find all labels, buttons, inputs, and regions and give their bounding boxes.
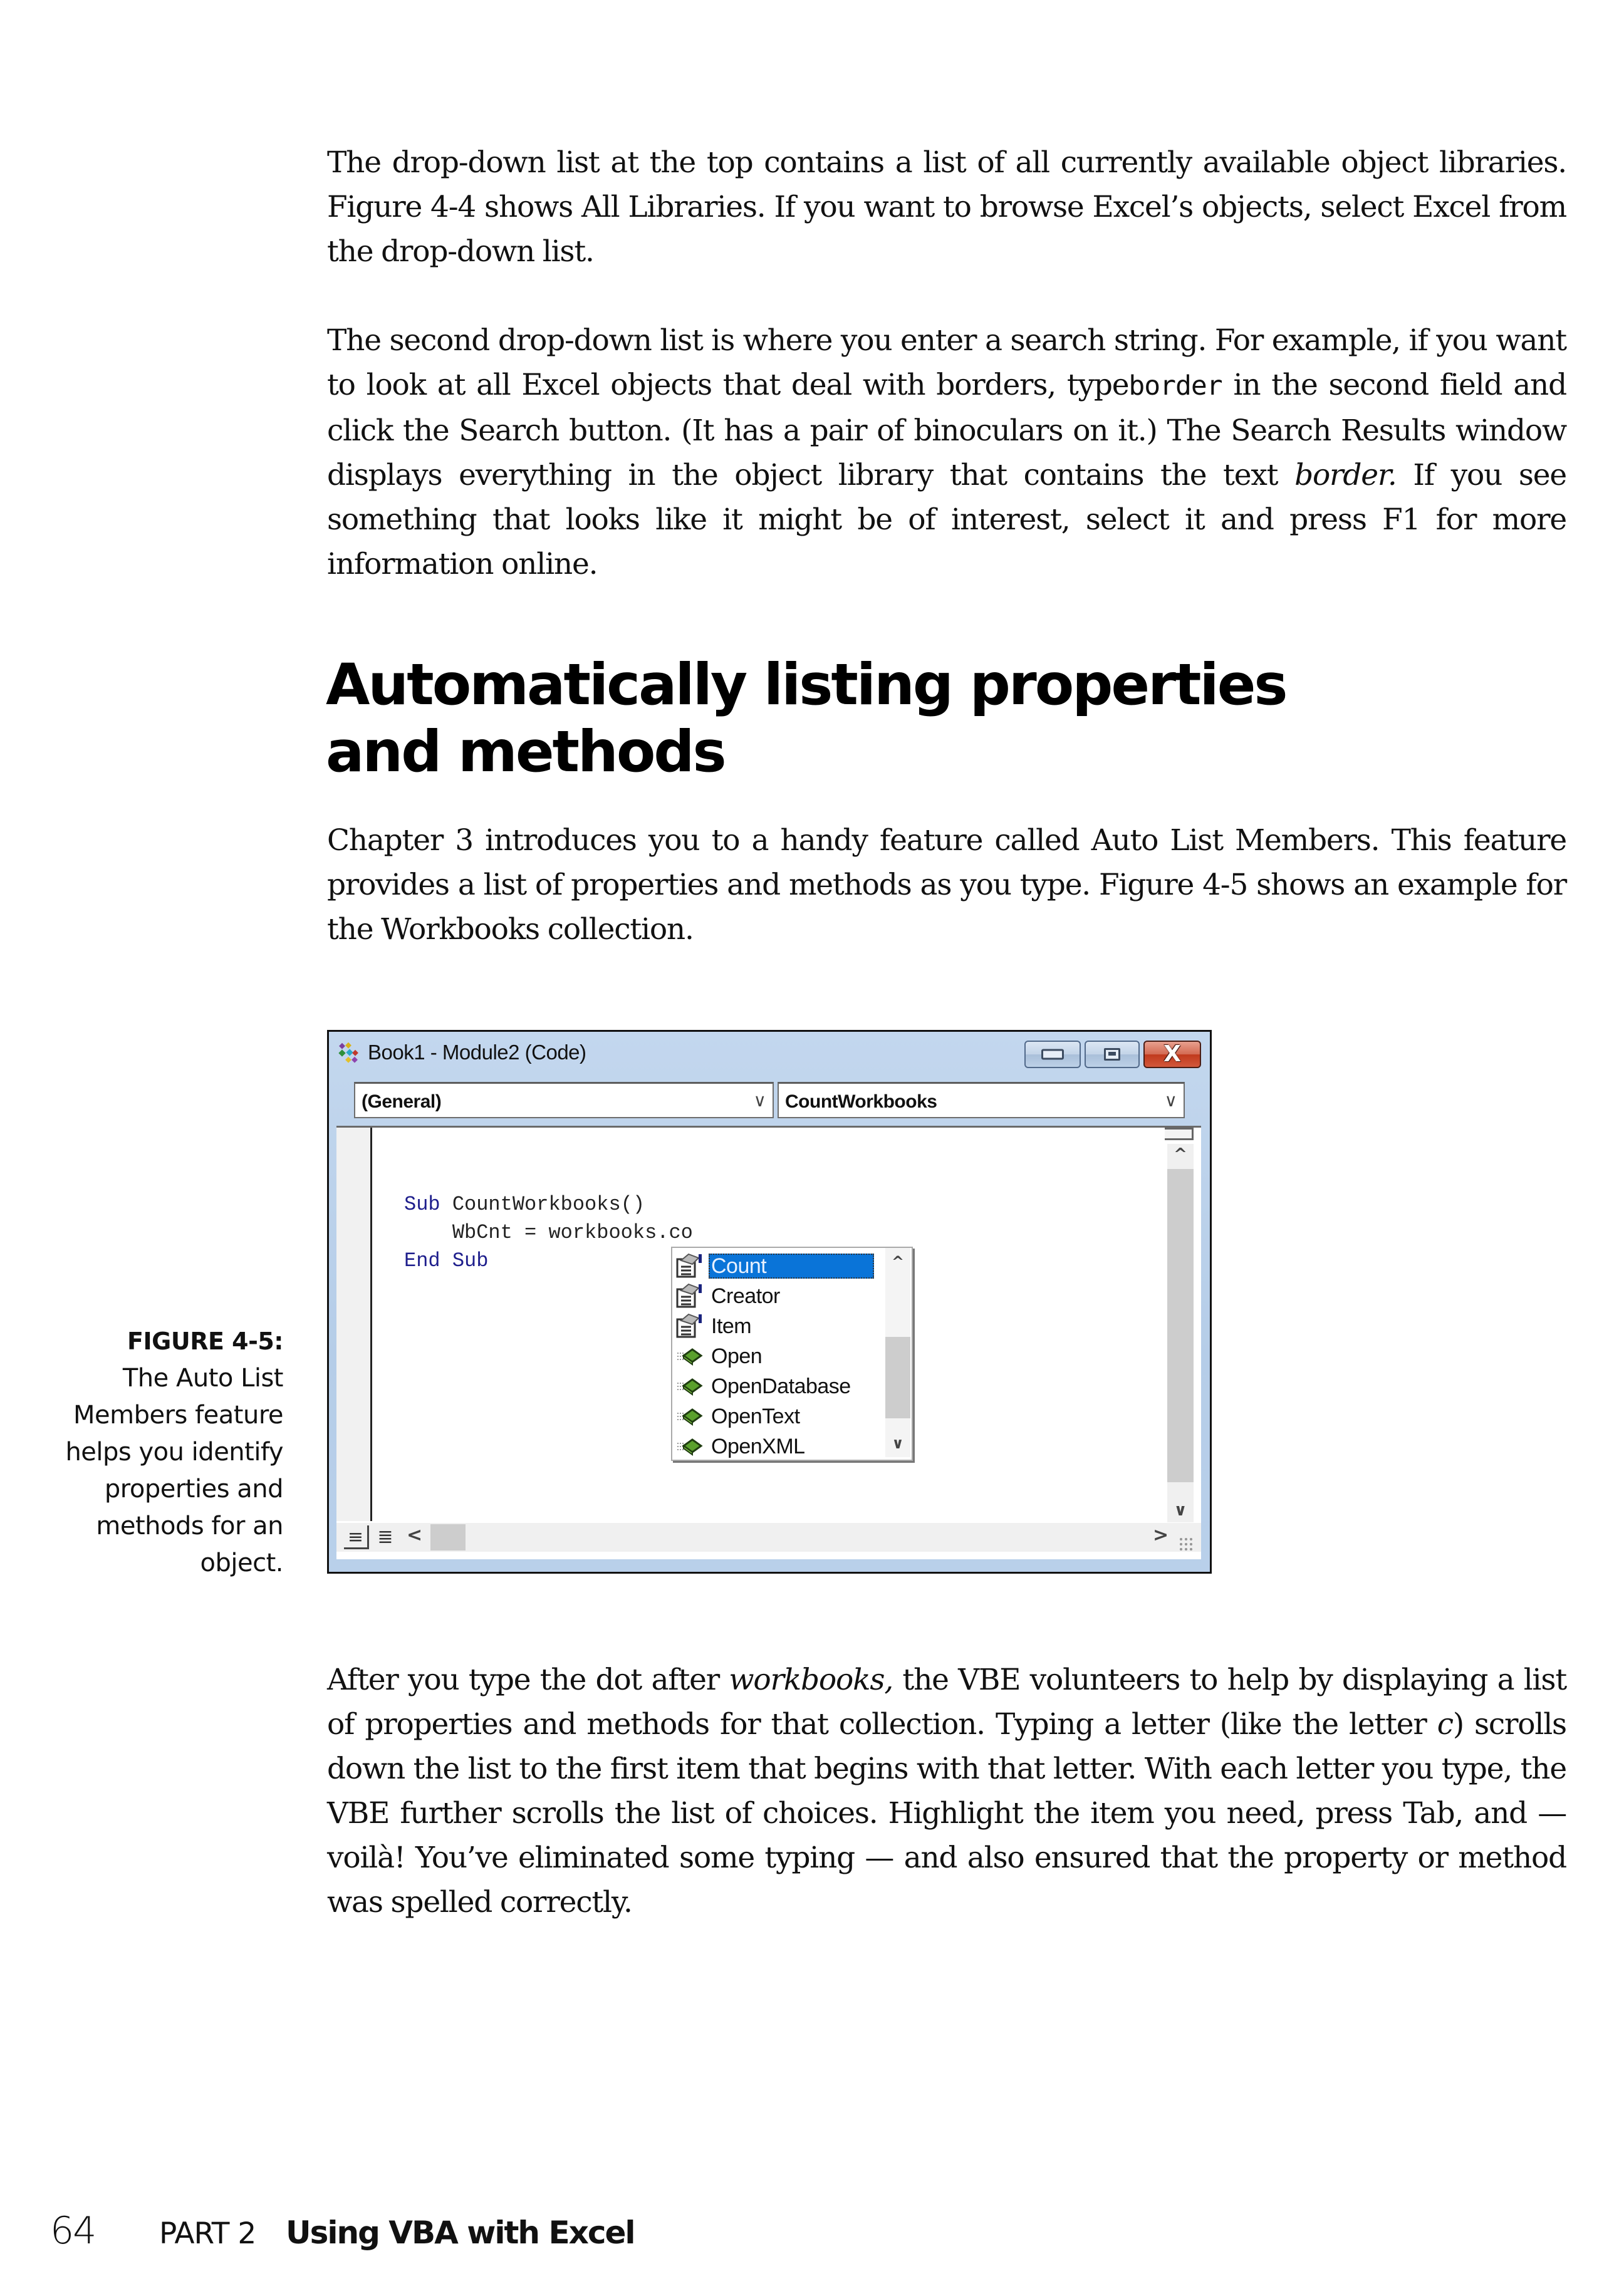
running-footer-title: Using VBA with Excel (286, 2215, 635, 2251)
property-icon (676, 1283, 704, 1308)
scroll-up-icon[interactable]: ^ (1174, 1145, 1187, 1164)
method-icon (676, 1343, 704, 1368)
object-dropdown[interactable] (354, 1082, 774, 1118)
member-list-item-label: OpenText (711, 1405, 800, 1428)
vertical-scrollbar[interactable] (1167, 1144, 1194, 1522)
member-list-scrollbar[interactable] (885, 1248, 910, 1457)
member-list-item[interactable] (672, 1341, 879, 1371)
procedure-dropdown[interactable] (778, 1082, 1185, 1118)
code-rest: WbCnt = workbooks.co (404, 1221, 693, 1244)
code-keyword: Sub (404, 1193, 440, 1216)
member-list-item-label: Creator (711, 1284, 780, 1308)
restore-icon (1104, 1048, 1120, 1061)
heading-line-2: and methods (326, 719, 725, 785)
paragraph-object-libraries (327, 140, 1566, 274)
page-number: 64 (50, 2209, 96, 2253)
text-run: the VBE volunteers to help by displaying a list of properties and methods for that collection. Typing a letter (like the letter (327, 1663, 1566, 1742)
member-list-item[interactable] (672, 1401, 879, 1431)
figure-caption-text: The Auto List Members feature helps you identify properties and methods for an object. (65, 1364, 283, 1577)
scroll-right-icon[interactable]: > (1153, 1524, 1169, 1546)
figure-label: FIGURE 4-5: (127, 1327, 283, 1355)
running-footer-part: PART 2 (159, 2216, 256, 2251)
section-heading (326, 652, 1391, 786)
member-list-scroll-thumb[interactable] (885, 1337, 910, 1418)
italic-term: c (1437, 1707, 1453, 1742)
scroll-up-icon[interactable]: ^ (891, 1253, 905, 1270)
chevron-down-icon[interactable]: ∨ (1164, 1090, 1177, 1111)
code-rest: CountWorkbooks() (440, 1193, 645, 1216)
property-icon (676, 1313, 704, 1338)
property-icon (676, 1253, 704, 1278)
resize-grip-icon[interactable] (1179, 1537, 1192, 1551)
italic-term: border. (1294, 458, 1397, 492)
text-run: After you type the dot after (327, 1663, 729, 1697)
scroll-down-icon[interactable]: ∨ (1174, 1501, 1187, 1520)
horizontal-scroll-thumb[interactable] (430, 1524, 466, 1551)
auto-list-members-popup[interactable] (671, 1247, 913, 1461)
member-list-item-label: OpenDatabase (711, 1374, 851, 1398)
member-list-item[interactable] (672, 1311, 879, 1341)
member-list-item-label: Count (709, 1254, 874, 1279)
code-line (404, 1190, 693, 1218)
close-icon: X (1163, 1041, 1181, 1067)
text-run: The second drop-down list is where you enter a search string. For example, if you want to look at all Excel objects that deal with borders, type (327, 323, 1566, 402)
heading-line-1: Automatically listing properties (326, 652, 1286, 718)
minimize-icon (1041, 1049, 1064, 1060)
paragraph-search-string (327, 318, 1566, 586)
split-box[interactable] (1165, 1128, 1194, 1140)
inline-code-border: border (1128, 370, 1222, 402)
code-keyword: End Sub (404, 1249, 489, 1272)
title-bar[interactable] (329, 1032, 1210, 1072)
member-list-item-label: OpenXML (711, 1435, 805, 1458)
paragraph-text: The drop-down list at the top contains a list of all currently available object libraries. Figure 4-4 shows All Libraries. If you want to browse Excel’s objects, select Excel from the drop-down list. (327, 145, 1566, 269)
text-run: in the second field and click the Search button. (It has a pair of binoculars on it.) The Search Results window displays everything in the object library that contains the text (327, 368, 1566, 492)
member-list-item[interactable] (672, 1371, 879, 1401)
code-line (404, 1247, 693, 1275)
text-run: ) scrolls down the list to the first item that begins with that letter. With each letter you type, the VBE further scrolls the list of choices. Highlight the item you need, press Tab, and — voilà! You’ve eliminated some typing — and also ensured that the property or method was spelled correctly. (327, 1707, 1566, 1919)
vbe-module-icon (338, 1042, 362, 1066)
full-module-view-button[interactable]: ≣ (377, 1526, 393, 1548)
close-button[interactable] (1143, 1041, 1201, 1068)
margin-indicator-bar[interactable] (336, 1128, 372, 1521)
restore-button[interactable] (1085, 1041, 1140, 1068)
code-line (404, 1218, 693, 1247)
scroll-down-icon[interactable]: ∨ (892, 1435, 904, 1452)
member-list-item-label: Item (711, 1314, 752, 1338)
method-icon (676, 1403, 704, 1428)
window-title: Book1 - Module2 (Code) (368, 1041, 586, 1064)
figure-caption (38, 1323, 283, 1582)
object-dropdown-value: (General) (362, 1091, 442, 1112)
minimize-button[interactable] (1024, 1041, 1081, 1068)
method-icon (676, 1433, 704, 1458)
horizontal-scrollbar[interactable] (336, 1523, 1201, 1552)
paragraph-after-dot (327, 1658, 1566, 1925)
member-list-item[interactable] (672, 1250, 879, 1280)
member-list-item-label: Open (711, 1344, 763, 1368)
paragraph-text: Chapter 3 introduces you to a handy feature called Auto List Members. This feature provides a list of properties and methods as you type. Figure 4-5 shows an example for the Workbooks collection. (327, 823, 1566, 947)
paragraph-text (327, 318, 1566, 586)
text-run: If you see something that looks like it might be of interest, select it and press F1 for more information online. (327, 458, 1566, 581)
scroll-left-icon[interactable]: < (407, 1524, 423, 1546)
code-text[interactable] (404, 1190, 693, 1275)
paragraph-auto-list-intro (327, 818, 1566, 952)
paragraph-text (327, 1658, 1566, 1925)
italic-term: workbooks, (729, 1663, 893, 1697)
member-list-item[interactable] (672, 1431, 879, 1461)
procedure-dropdown-value: CountWorkbooks (785, 1091, 937, 1112)
member-list-item[interactable] (672, 1280, 879, 1311)
procedure-view-button[interactable]: ≡ (344, 1525, 369, 1549)
chevron-down-icon[interactable]: ∨ (753, 1090, 766, 1111)
vertical-scroll-thumb[interactable] (1167, 1169, 1194, 1482)
method-icon (676, 1373, 704, 1398)
